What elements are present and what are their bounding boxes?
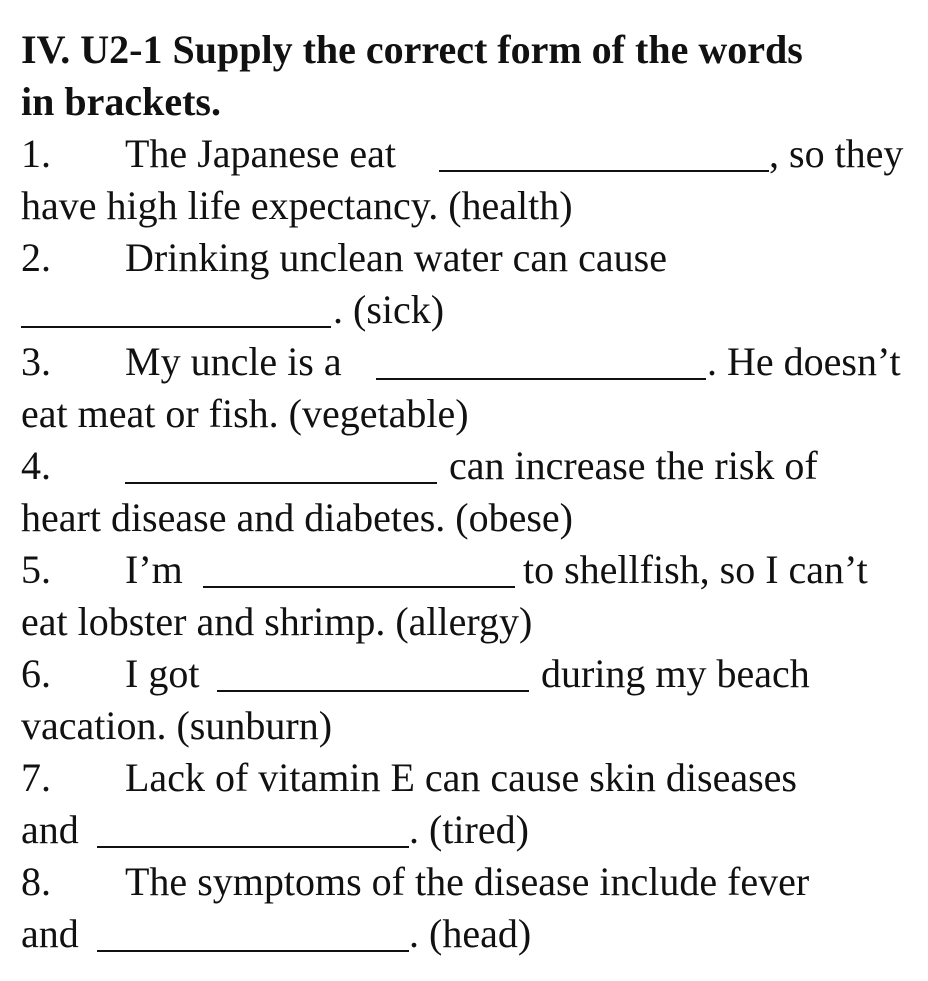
item-1-number: 1.	[21, 131, 51, 176]
item-1-text-after: , so they	[769, 131, 904, 176]
item-4-number: 4.	[21, 443, 51, 488]
item-7-text: Lack of vitamin E can cause skin diseases	[125, 755, 797, 800]
exercise-title-line-2: in brackets.	[21, 79, 221, 124]
item-1-blank[interactable]	[439, 134, 769, 172]
item-6-text-before: I got	[125, 651, 200, 696]
item-7-blank[interactable]	[97, 810, 409, 848]
item-8-text: The symptoms of the disease include fever	[125, 859, 810, 904]
item-2-blank[interactable]	[21, 290, 331, 328]
item-5-number: 5.	[21, 547, 51, 592]
item-8-text-before: and	[21, 911, 79, 956]
item-4-blank[interactable]	[125, 446, 437, 484]
item-4-line-2: heart disease and diabetes. (obese)	[21, 495, 573, 540]
item-2-text: Drinking unclean water can cause	[125, 235, 667, 280]
item-1-text-before: The Japanese eat	[125, 131, 396, 176]
item-3-blank[interactable]	[376, 342, 706, 380]
item-3-line-2: eat meat or fish. (vegetable)	[21, 391, 469, 436]
item-5-line-2: eat lobster and shrimp. (allergy)	[21, 599, 533, 644]
item-3-number: 3.	[21, 339, 51, 384]
item-3-text-after: . He doesn’t	[707, 339, 901, 384]
item-1-line-2: have high life expectancy. (health)	[21, 183, 573, 228]
item-2-number: 2.	[21, 235, 51, 280]
item-8-number: 8.	[21, 859, 51, 904]
item-5-text-after: to shellfish, so I can’t	[523, 547, 868, 592]
item-5-text-before: I’m	[125, 547, 183, 592]
item-7-text-before: and	[21, 807, 79, 852]
item-7-number: 7.	[21, 755, 51, 800]
item-8-blank[interactable]	[97, 914, 409, 952]
item-6-text-after: during my beach	[541, 651, 810, 696]
item-3-text-before: My uncle is a	[125, 339, 342, 384]
item-6-blank[interactable]	[217, 654, 529, 692]
exercise-title-line-1: IV. U2-1 Supply the correct form of the words	[21, 27, 803, 72]
item-6-line-2: vacation. (sunburn)	[21, 703, 333, 748]
item-2-text-after: . (sick)	[333, 287, 445, 332]
item-4-text-after: can increase the risk of	[449, 443, 818, 488]
item-7-text-after: . (tired)	[409, 807, 529, 852]
item-8-text-after: . (head)	[409, 911, 532, 956]
item-6-number: 6.	[21, 651, 51, 696]
item-5-blank[interactable]	[203, 550, 515, 588]
